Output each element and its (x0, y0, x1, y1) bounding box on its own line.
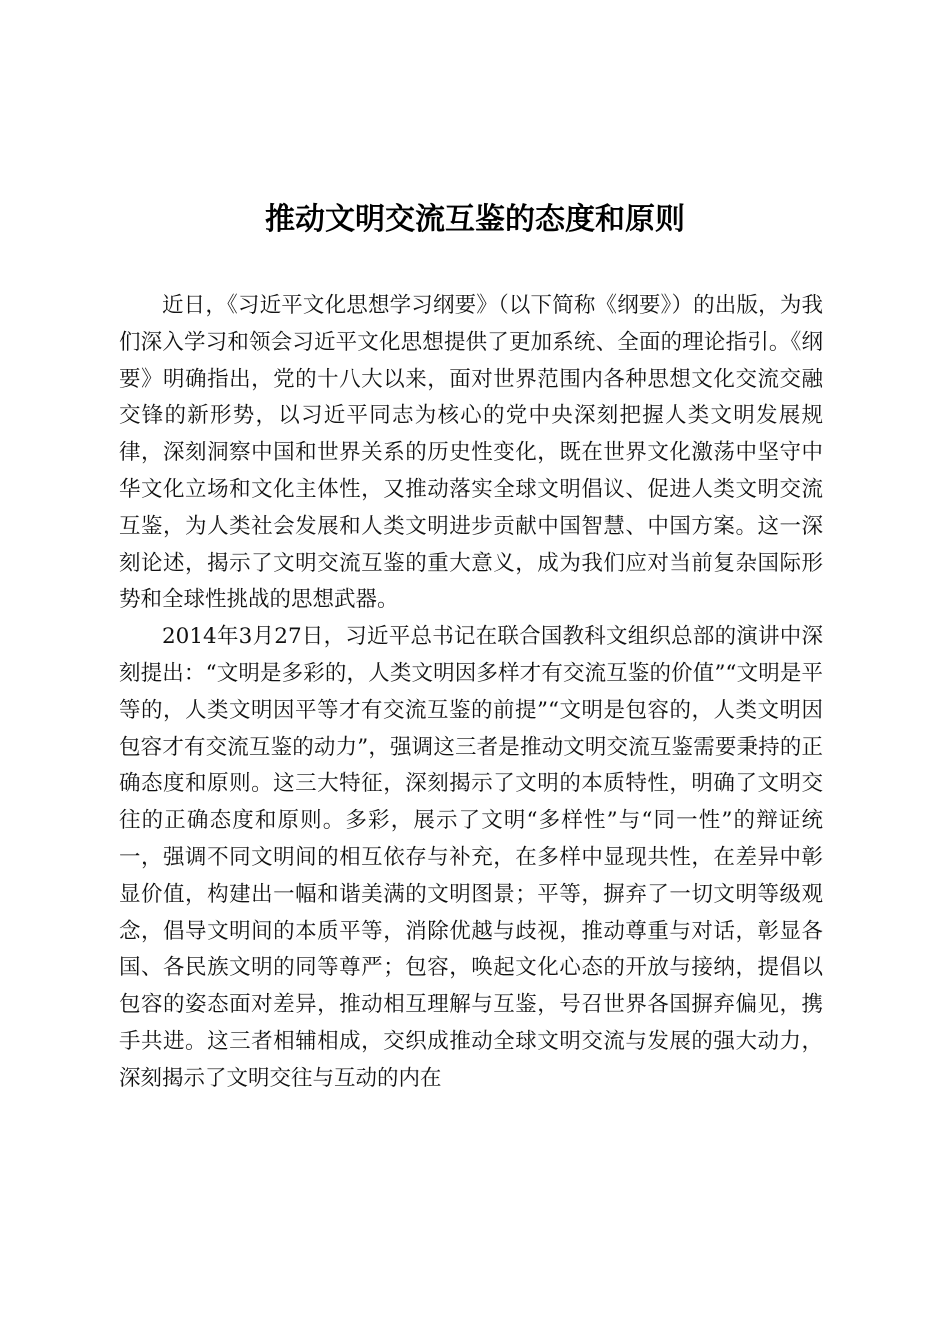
article-body (119, 288, 823, 1098)
page-title: 推动文明交流互鉴的态度和原则 (265, 202, 685, 237)
paragraph-1: 近日，《习近平文化思想学习纲要》（以下简称《纲要》）的出版，为我们深入学习和领会习近平文化思想提供了更加系统、全面的理论指引。《纲要》明确指出，党的十八大以来，面对世界范围内各种思想文化交流交融交锋的新形势，以习近平同志为核心的党中央深刻把握人类文明发展规律，深刻洞察中国和世界关系的历史性变化，既在世界文化激荡中坚守中华文化立场和文化主体性，又推动落实全球文明倡议、促进人类文明交流互鉴，为人类社会发展和人类文明进步贡献中国智慧、中国方案。这一深刻论述，揭示了文明交流互鉴的重大意义，成为我们应对当前复杂国际形势和全球性挑战的思想武器。 (119, 293, 823, 613)
paragraph-2: 2014年3月27日，习近平总书记在联合国教科文组织总部的演讲中深刻提出：“文明是多彩的，人类文明因多样才有交流互鉴的价值”“文明是平等的，人类文明因平等才有交流互鉴的前提”“文明是包容的，人类文明因包容才有交流互鉴的动力”，强调这三者是推动文明交流互鉴需要秉持的正确态度和原则。这三大特征，深刻揭示了文明的本质特性，明确了文明交往的正确态度和原则。多彩，展示了文明“多样性”与“同一性”的辩证统一，强调不同文明间的相互依存与补充，在多样中显现共性，在差异中彰显价值，构建出一幅和谐美满的文明图景；平等，摒弃了一切文明等级观念，倡导文明间的本质平等，消除优越与歧视，推动尊重与对话，彰显各国、各民族文明的同等尊严；包容，唤起文化心态的开放与接纳，提倡以包容的姿态面对差异，推动相互理解与互鉴，号召世界各国摒弃偏见，携手共进。这三者相辅相成，交织成推动全球文明交流与发展的强大动力，深刻揭示了文明交往与互动的内在 (119, 624, 823, 1091)
